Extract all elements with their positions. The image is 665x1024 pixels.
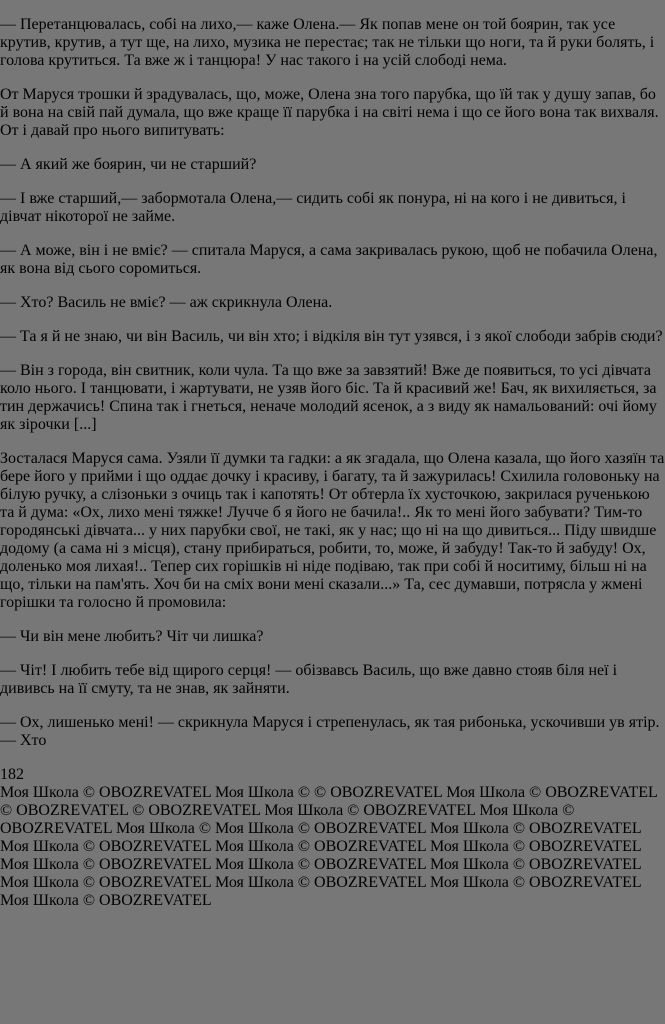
- page-text: [0, 16, 665, 750]
- watermark-text: Моя Школа © OBOZREVATEL: [430, 874, 642, 891]
- watermark-text: Моя Школа © OBOZREVATEL: [430, 838, 642, 855]
- watermark-text: Моя Школа © OBOZREVATEL: [430, 820, 642, 837]
- watermark-text: Моя Школа © OBOZREVATEL: [215, 856, 427, 873]
- watermark-text: Моя Школа © OBOZREVATEL: [0, 802, 575, 837]
- watermark-text: © OBOZREVATEL: [132, 802, 261, 819]
- watermark-text: © OBOZREVATEL: [0, 802, 129, 819]
- text-paragraph: — А який же боярин, чи не старший?: [0, 156, 257, 173]
- text-paragraph: — Ох, лишенько мені! — скрикнула Маруся і стрепенулась, як тая рибонька, ускочивши ув ятір.— Хто: [0, 714, 660, 749]
- page-number: 182: [0, 766, 24, 783]
- text-paragraph: — Та я й не знаю, чи він Василь, чи він хто; і відкіля він тут узявся, і з якої слободи забрів сюди?: [0, 328, 663, 345]
- text-paragraph: — А може, він і не вміє? — спитала Маруся, а сама закривалась рукою, щоб не побачила Олена, як вона від сього соромиться.: [0, 242, 658, 277]
- watermark-text: Моя Школа ©: [116, 820, 212, 837]
- text-paragraph: — І вже старший,— забормотала Олена,— сидить собі як понура, ні на кого і не дивиться, і дівчат нікоторої не займе.: [0, 190, 626, 225]
- watermark-text: Моя Школа © OBOZREVATEL: [215, 820, 427, 837]
- watermark-text: Моя Школа © OBOZREVATEL: [0, 892, 212, 909]
- watermark-text: Моя Школа © OBOZREVATEL: [0, 874, 212, 891]
- watermark-text: © OBOZREVATEL: [314, 784, 443, 801]
- text-paragraph: — Він з города, він свитник, коли чула. Та що вже за завзятий! Вже де появиться, то усі дівчата коло нього. І танцювати, і жартувати, не узяв його біс. Та й красивий же! Бач, як вихиляється, за тин держачись! Спина так і гнеться, неначе молодий ясенок, а з виду як намальований: очі йому як зірочки [...]: [0, 362, 657, 433]
- watermark-text: Моя Школа ©: [215, 784, 311, 801]
- text-paragraph: — Перетанцювалась, собі на лихо,— каже Олена.— Як попав мене он той боярин, так усе крутив, крутив, а тут ще, на лихо, музика не перестає; так не тільки що ноги, та й руки болять, і голова крутиться. Та вже ж і танцюра! У нас такого і на усій слободі нема.: [0, 16, 655, 69]
- text-paragraph: От Маруся трошки й зрадувалась, що, може, Олена зна того парубка, що їй так у душу запав, бо й вона на свій пай думала, що вже краще її парубка і на світі нема і що се його вона так вихваля. От і давай про нього випитувать:: [0, 86, 659, 139]
- text-paragraph: — Чіт! І любить тебе від щирого серця! — обізвавсь Василь, що вже давно стояв біля неї і дививсь на її смуту, та не знав, як зайняти.: [0, 662, 618, 697]
- watermark-text: Моя Школа © OBOZREVATEL: [215, 838, 427, 855]
- watermark-text: Моя Школа © OBOZREVATEL: [264, 802, 476, 819]
- watermark-text: Моя Школа © OBOZREVATEL: [0, 784, 212, 801]
- watermark-text: Моя Школа © OBOZREVATEL: [446, 784, 658, 801]
- text-paragraph: Зосталася Маруся сама. Узяли її думки та гадки: а як згадала, що Олена казала, що його хазяїн та бере його у прийми і що оддає дочку і красиву, і багату, та й зажурилась! Схилила головоньку на білую ручку, а слізоньки з очиць так і капотять! От обтерла їх хусточкою, закрилася рученькою та й дума: «Ох, лихо мені тяжке! Лучче б я його не бачила!.. Як то мені його забувати? Тим-то городянські дівчата... у них парубки свої, не такі, як у нас; що ні на що дивиться... Піду швидше додому (а сама ні з місця), стану прибираться, робити, то, може, й забуду! Так-то й забуду! Ох, доленько моя лихая!.. Тепер сих горішків ні ніде подіваю, так при собі й носитиму, більш ні на що, тільки на пам'ять. Хоч би на сміх вони мені сказали...» Та, сес думавши, потрясла у жмені горішки та голосно й промовила:: [0, 450, 665, 611]
- watermark-text: Моя Школа © OBOZREVATEL: [430, 856, 642, 873]
- watermark-text: Моя Школа © OBOZREVATEL: [0, 856, 212, 873]
- watermark-text: Моя Школа © OBOZREVATEL: [0, 838, 212, 855]
- watermark-text: Моя Школа © OBOZREVATEL: [215, 874, 427, 891]
- text-paragraph: — Хто? Василь не вміє? — аж скрикнула Олена.: [0, 294, 333, 311]
- text-paragraph: — Чи він мене любить? Чіт чи лишка?: [0, 628, 264, 645]
